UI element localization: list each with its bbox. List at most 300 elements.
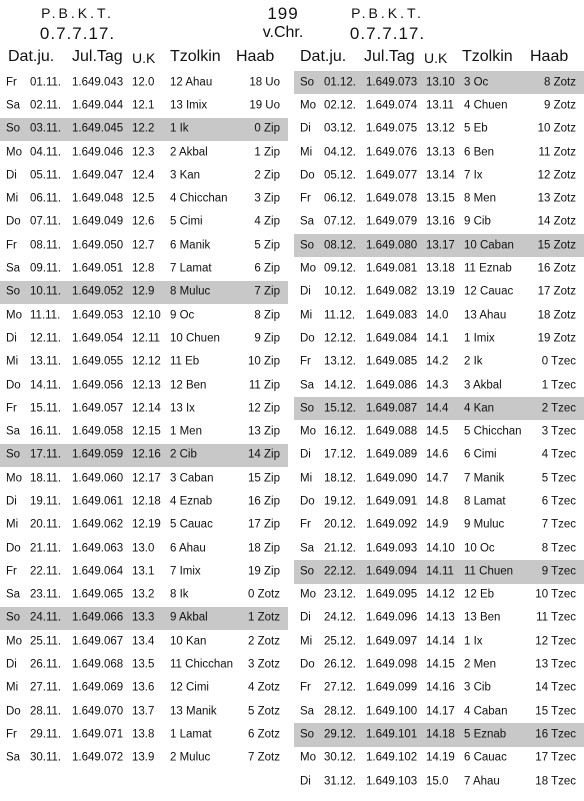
- cell-hb: 1 Tzec: [541, 378, 576, 391]
- cell-jd: 1.649.077: [366, 169, 418, 182]
- left-table: [0, 71, 288, 770]
- cell-wd: So: [6, 285, 21, 298]
- cell-hb: 14 Zotz: [537, 215, 576, 228]
- cell-hb: 6 Zip: [254, 262, 280, 275]
- cell-hb: 3 Tzec: [541, 425, 576, 438]
- cell-tz: 10 Oc: [464, 541, 495, 554]
- cell-tz: 8 Men: [464, 192, 496, 205]
- cell-date: 26.11.: [30, 658, 62, 671]
- table-row: [0, 281, 288, 304]
- cell-jd: 1.649.056: [72, 378, 124, 391]
- cell-wd: Do: [6, 541, 21, 554]
- cell-jd: 1.649.057: [72, 402, 124, 415]
- cell-jd: 1.649.072: [72, 751, 124, 764]
- cell-tz: 9 Akbal: [170, 611, 208, 624]
- cell-wd: Fr: [6, 238, 17, 251]
- cell-date: 29.11.: [30, 728, 62, 741]
- cell-hb: 5 Tzec: [541, 471, 576, 484]
- cell-tz: 9 Cib: [464, 215, 491, 228]
- cell-uk: 12.12: [132, 355, 161, 368]
- cell-uk: 14.7: [426, 471, 449, 484]
- cell-uk: 12.0: [132, 75, 155, 88]
- cell-uk: 14.17: [426, 704, 455, 717]
- cell-hb: 19 Zip: [248, 565, 280, 578]
- cell-hb: 13 Zotz: [537, 192, 576, 205]
- cell-uk: 14.0: [426, 308, 449, 321]
- table-row: [294, 677, 584, 700]
- table-row: [0, 653, 288, 676]
- cell-hb: 18 Tzec: [535, 774, 576, 787]
- cell-hb: 18 Zotz: [537, 308, 576, 321]
- cell-jd: 1.649.065: [72, 588, 124, 601]
- cell-hb: 11 Tzec: [536, 611, 576, 624]
- cell-jd: 1.649.103: [366, 774, 418, 787]
- cell-uk: 12.10: [132, 308, 161, 321]
- cell-uk: 13.2: [132, 588, 155, 601]
- cell-date: 15.11.: [30, 402, 62, 415]
- cell-wd: Sa: [6, 262, 21, 275]
- cell-jd: 1.649.098: [366, 658, 418, 671]
- table-row: [0, 351, 288, 374]
- cell-tz: 5 Eb: [464, 122, 488, 135]
- cell-uk: 12.4: [132, 169, 155, 182]
- cell-hb: 5 Zip: [254, 238, 280, 251]
- cell-wd: Fr: [6, 402, 17, 415]
- cell-wd: Do: [300, 332, 315, 345]
- cell-wd: Mo: [6, 308, 22, 321]
- cell-uk: 12.3: [132, 145, 155, 158]
- right-col-date: Dat.ju.: [300, 48, 347, 65]
- cell-tz: 4 Chuen: [464, 99, 508, 112]
- cell-wd: Di: [300, 774, 311, 787]
- cell-date: 19.12.: [324, 495, 356, 508]
- cell-uk: 14.11: [426, 565, 454, 578]
- cell-hb: 16 Zip: [248, 495, 280, 508]
- cell-tz: 7 Ix: [464, 169, 483, 182]
- cell-hb: 12 Zip: [248, 402, 280, 415]
- cell-tz: 13 Ahau: [464, 308, 507, 321]
- table-row: [0, 630, 288, 653]
- cell-hb: 17 Tzec: [535, 751, 576, 764]
- cell-tz: 1 Ix: [464, 635, 483, 648]
- cell-date: 08.12.: [324, 238, 356, 251]
- cell-hb: 4 Zotz: [248, 681, 280, 694]
- cell-jd: 1.649.095: [366, 588, 418, 601]
- cell-wd: So: [300, 402, 315, 415]
- cell-hb: 18 Uo: [249, 75, 280, 88]
- cell-date: 18.11.: [30, 471, 62, 484]
- cell-date: 24.11.: [30, 611, 62, 624]
- cell-wd: Mo: [300, 588, 316, 601]
- cell-uk: 14.5: [426, 425, 449, 438]
- table-row: [0, 257, 288, 280]
- cell-date: 04.12.: [324, 145, 356, 158]
- cell-tz: 3 Cib: [464, 681, 491, 694]
- right-col-uk: U.K: [424, 50, 448, 66]
- cell-tz: 12 Ben: [170, 378, 207, 391]
- cell-date: 06.11.: [30, 192, 62, 205]
- cell-jd: 1.649.075: [366, 122, 418, 135]
- cell-wd: Mi: [6, 192, 19, 205]
- cell-hb: 19 Uo: [249, 99, 280, 112]
- cell-hb: 0 Zip: [254, 122, 280, 135]
- cell-wd: Sa: [300, 541, 315, 554]
- cell-hb: 12 Zotz: [537, 169, 576, 182]
- cell-tz: 5 Cauac: [170, 518, 213, 531]
- cell-tz: 8 Muluc: [170, 285, 211, 298]
- cell-jd: 1.649.060: [72, 471, 124, 484]
- cell-wd: Do: [300, 169, 315, 182]
- cell-jd: 1.649.067: [72, 635, 124, 648]
- cell-date: 22.11.: [30, 565, 62, 578]
- cell-hb: 8 Zip: [254, 308, 280, 321]
- cell-hb: 2 Tzec: [541, 402, 576, 415]
- table-row: [294, 584, 584, 607]
- cell-hb: 6 Zotz: [248, 728, 280, 741]
- table-row: [294, 71, 584, 94]
- cell-jd: 1.649.049: [72, 215, 124, 228]
- table-row: [0, 374, 288, 397]
- cell-date: 08.11.: [30, 238, 62, 251]
- year: 199: [267, 4, 299, 23]
- cell-wd: Fr: [6, 565, 17, 578]
- cell-tz: 5 Eznab: [464, 728, 507, 741]
- cell-tz: 5 Chicchan: [464, 425, 522, 438]
- cell-hb: 3 Zip: [254, 192, 280, 205]
- cell-jd: 1.649.082: [366, 285, 418, 298]
- table-row: [0, 490, 288, 513]
- cell-hb: 9 Tzec: [541, 565, 576, 578]
- cell-uk: 13.3: [132, 611, 155, 624]
- cell-date: 13.12.: [324, 355, 356, 368]
- cell-uk: 13.10: [426, 75, 455, 88]
- cell-uk: 13.11: [426, 99, 454, 112]
- table-row: [0, 187, 288, 210]
- cell-wd: Fr: [300, 518, 311, 531]
- cell-jd: 1.649.066: [72, 611, 124, 624]
- cell-hb: 14 Zip: [248, 448, 280, 461]
- cell-jd: 1.649.070: [72, 704, 124, 717]
- cell-tz: 1 Imix: [464, 332, 495, 345]
- cell-date: 16.12.: [324, 425, 356, 438]
- table-row: [294, 374, 584, 397]
- cell-date: 07.12.: [324, 215, 356, 228]
- table-row: [0, 537, 288, 560]
- cell-jd: 1.649.045: [72, 122, 124, 135]
- cell-tz: 12 Cimi: [170, 681, 209, 694]
- cell-wd: Di: [6, 169, 17, 182]
- cell-jd: 1.649.091: [366, 495, 418, 508]
- cell-date: 02.11.: [30, 99, 62, 112]
- left-col-uk: U.K: [132, 50, 156, 66]
- cell-uk: 13.1: [132, 565, 155, 578]
- cell-tz: 6 Cimi: [464, 448, 497, 461]
- cell-wd: Fr: [6, 728, 17, 741]
- table-row: [294, 304, 584, 327]
- cell-jd: 1.649.089: [366, 448, 418, 461]
- left-pbkt-label: P.B.K.T.: [41, 5, 114, 21]
- table-row: [0, 700, 288, 723]
- table-row: [294, 560, 584, 583]
- table-row: [294, 700, 584, 723]
- cell-date: 26.12.: [324, 658, 356, 671]
- table-row: [0, 327, 288, 350]
- cell-date: 06.12.: [324, 192, 356, 205]
- cell-uk: 12.16: [132, 448, 161, 461]
- cell-tz: 12 Cauac: [464, 285, 514, 298]
- cell-jd: 1.649.080: [366, 238, 418, 251]
- cell-date: 30.12.: [324, 751, 356, 764]
- cell-wd: Fr: [300, 681, 311, 694]
- cell-uk: 13.6: [132, 681, 155, 694]
- cell-date: 20.11.: [30, 518, 62, 531]
- cell-date: 21.12.: [324, 541, 356, 554]
- right-pbkt-value: 0.7.7.17.: [349, 24, 426, 43]
- cell-tz: 1 Ik: [170, 122, 189, 135]
- cell-wd: So: [300, 728, 315, 741]
- cell-tz: 13 Imix: [170, 99, 208, 112]
- cell-hb: 8 Tzec: [541, 541, 576, 554]
- cell-uk: 14.14: [426, 635, 455, 648]
- cell-tz: 10 Kan: [170, 635, 207, 648]
- cell-jd: 1.649.071: [72, 728, 124, 741]
- cell-jd: 1.649.043: [72, 75, 124, 88]
- cell-tz: 7 Manik: [464, 471, 505, 484]
- cell-date: 27.11.: [30, 681, 62, 694]
- table-row: [294, 537, 584, 560]
- cell-hb: 13 Zip: [248, 425, 280, 438]
- table-row: [294, 281, 584, 304]
- table-row: [0, 304, 288, 327]
- cell-wd: Sa: [300, 378, 315, 391]
- cell-hb: 17 Zotz: [537, 285, 576, 298]
- cell-wd: Do: [6, 215, 21, 228]
- cell-jd: 1.649.063: [72, 541, 124, 554]
- cell-tz: 11 Chicchan: [170, 658, 234, 671]
- table-row: [294, 94, 584, 117]
- cell-wd: Mo: [6, 635, 22, 648]
- table-row: [0, 71, 288, 94]
- left-pbkt-value: 0.7.7.17.: [39, 24, 116, 43]
- cell-date: 28.12.: [324, 704, 356, 717]
- right-col-tzolkin: Tzolkin: [462, 48, 513, 65]
- cell-wd: So: [300, 565, 315, 578]
- cell-date: 11.12.: [324, 308, 356, 321]
- table-row: [294, 653, 584, 676]
- cell-jd: 1.649.083: [366, 308, 418, 321]
- cell-jd: 1.649.079: [366, 215, 418, 228]
- cell-tz: 2 Akbal: [170, 145, 208, 158]
- cell-wd: Di: [300, 122, 311, 135]
- cell-date: 16.11.: [30, 425, 62, 438]
- cell-wd: Mi: [6, 681, 19, 694]
- cell-tz: 10 Caban: [464, 238, 514, 251]
- cell-hb: 7 Zip: [254, 285, 280, 298]
- cell-date: 18.12.: [324, 471, 356, 484]
- table-row: [294, 351, 584, 374]
- cell-wd: Mi: [6, 518, 19, 531]
- cell-jd: 1.649.062: [72, 518, 124, 531]
- cell-tz: 11 Eb: [170, 355, 200, 368]
- cell-uk: 14.1: [426, 332, 449, 345]
- cell-uk: 13.8: [132, 728, 155, 741]
- cell-wd: Mi: [300, 471, 313, 484]
- cell-uk: 14.10: [426, 541, 455, 554]
- cell-wd: Mo: [300, 262, 316, 275]
- table-row: [294, 514, 584, 537]
- table-row: [0, 211, 288, 234]
- cell-uk: 14.19: [426, 751, 455, 764]
- cell-date: 31.12.: [324, 774, 356, 787]
- cell-uk: 12.6: [132, 215, 155, 228]
- cell-wd: Fr: [6, 75, 17, 88]
- table-row: [294, 467, 584, 490]
- cell-tz: 9 Muluc: [464, 518, 505, 531]
- cell-hb: 10 Zotz: [537, 122, 576, 135]
- cell-jd: 1.649.046: [72, 145, 124, 158]
- cell-uk: 12.5: [132, 192, 155, 205]
- cell-tz: 3 Akbal: [464, 378, 502, 391]
- cell-tz: 13 Ix: [170, 402, 195, 415]
- cell-wd: Di: [6, 495, 17, 508]
- cell-date: 19.11.: [30, 495, 62, 508]
- cell-date: 05.11.: [30, 169, 62, 182]
- cell-tz: 6 Manik: [170, 238, 211, 251]
- cell-jd: 1.649.068: [72, 658, 124, 671]
- cell-date: 28.11.: [30, 704, 62, 717]
- cell-uk: 13.18: [426, 262, 455, 275]
- cell-tz: 3 Kan: [170, 169, 201, 182]
- cell-hb: 18 Zip: [248, 541, 280, 554]
- cell-tz: 12 Eb: [464, 588, 495, 601]
- cell-jd: 1.649.093: [366, 541, 418, 554]
- cell-uk: 12.15: [132, 425, 161, 438]
- table-row: [0, 467, 288, 490]
- cell-jd: 1.649.059: [72, 448, 124, 461]
- cell-hb: 0 Tzec: [541, 355, 576, 368]
- cell-uk: 12.18: [132, 495, 161, 508]
- cell-uk: 12.7: [132, 238, 155, 251]
- cell-wd: So: [300, 75, 315, 88]
- cell-uk: 14.18: [426, 728, 455, 741]
- table-row: [294, 257, 584, 280]
- cell-date: 12.12.: [324, 332, 356, 345]
- cell-wd: Fr: [300, 355, 311, 368]
- cell-wd: Mo: [300, 425, 316, 438]
- cell-uk: 14.15: [426, 658, 455, 671]
- cell-hb: 9 Zip: [254, 332, 280, 345]
- cell-wd: Do: [6, 378, 21, 391]
- cell-uk: 13.16: [426, 215, 455, 228]
- cell-date: 15.12.: [324, 402, 356, 415]
- cell-uk: 13.0: [132, 541, 155, 554]
- cell-wd: Mo: [6, 145, 22, 158]
- cell-hb: 3 Zotz: [248, 658, 280, 671]
- cell-tz: 6 Cauac: [464, 751, 507, 764]
- cell-uk: 13.9: [132, 751, 155, 764]
- cell-jd: 1.649.048: [72, 192, 124, 205]
- table-row: [294, 770, 584, 793]
- cell-wd: So: [6, 448, 21, 461]
- cell-jd: 1.649.074: [366, 99, 418, 112]
- cell-date: 05.12.: [324, 169, 356, 182]
- left-col-haab: Haab: [236, 48, 275, 65]
- cell-uk: 14.4: [426, 402, 449, 415]
- cell-tz: 1 Men: [170, 425, 202, 438]
- cell-uk: 13.4: [132, 635, 155, 648]
- cell-uk: 13.19: [426, 285, 455, 298]
- cell-hb: 6 Tzec: [541, 495, 576, 508]
- cell-uk: 14.3: [426, 378, 449, 391]
- cell-uk: 12.13: [132, 378, 161, 391]
- cell-date: 20.12.: [324, 518, 356, 531]
- table-row: [294, 444, 584, 467]
- cell-date: 25.11.: [30, 635, 62, 648]
- cell-tz: 4 Kan: [464, 402, 495, 415]
- cell-uk: 13.12: [426, 122, 455, 135]
- cell-jd: 1.649.092: [366, 518, 418, 531]
- cell-date: 12.11.: [30, 332, 62, 345]
- cell-hb: 13 Tzec: [535, 658, 576, 671]
- cell-wd: Mo: [300, 751, 316, 764]
- cell-date: 09.11.: [30, 262, 62, 275]
- cell-date: 07.11.: [30, 215, 62, 228]
- cell-date: 17.12.: [324, 448, 356, 461]
- cell-wd: Fr: [300, 192, 311, 205]
- right-table: [294, 71, 584, 793]
- cell-uk: 12.1: [132, 99, 155, 112]
- cell-uk: 14.12: [426, 588, 455, 601]
- cell-wd: Sa: [300, 215, 315, 228]
- cell-hb: 4 Zip: [254, 215, 280, 228]
- table-row: [294, 211, 584, 234]
- cell-wd: Mi: [300, 308, 313, 321]
- cell-wd: Do: [300, 495, 315, 508]
- cell-wd: Di: [6, 332, 17, 345]
- cell-tz: 2 Muluc: [170, 751, 211, 764]
- cell-jd: 1.649.081: [366, 262, 418, 275]
- cell-hb: 15 Zotz: [537, 238, 576, 251]
- table-row: [0, 444, 288, 467]
- cell-uk: 14.9: [426, 518, 449, 531]
- cell-tz: 12 Ahau: [170, 75, 213, 88]
- cell-uk: 14.2: [426, 355, 449, 368]
- cell-date: 24.12.: [324, 611, 356, 624]
- cell-tz: 1 Lamat: [170, 728, 212, 741]
- cell-date: 17.11.: [30, 448, 62, 461]
- cell-uk: 12.17: [132, 471, 161, 484]
- cell-hb: 12 Tzec: [535, 635, 576, 648]
- table-row: [0, 141, 288, 164]
- cell-jd: 1.649.094: [366, 565, 418, 578]
- cell-jd: 1.649.044: [72, 99, 124, 112]
- cell-wd: Do: [300, 658, 315, 671]
- table-row: [294, 397, 584, 420]
- cell-hb: 8 Zotz: [544, 75, 576, 88]
- cell-date: 09.12.: [324, 262, 356, 275]
- cell-jd: 1.649.078: [366, 192, 418, 205]
- cell-jd: 1.649.087: [366, 402, 418, 415]
- cell-uk: 12.2: [132, 122, 155, 135]
- table-row: [0, 164, 288, 187]
- cell-uk: 14.16: [426, 681, 455, 694]
- cell-jd: 1.649.097: [366, 635, 418, 648]
- cell-uk: 12.8: [132, 262, 155, 275]
- table-row: [0, 560, 288, 583]
- cell-hb: 9 Zotz: [544, 99, 576, 112]
- cell-jd: 1.649.069: [72, 681, 124, 694]
- table-row: [294, 630, 584, 653]
